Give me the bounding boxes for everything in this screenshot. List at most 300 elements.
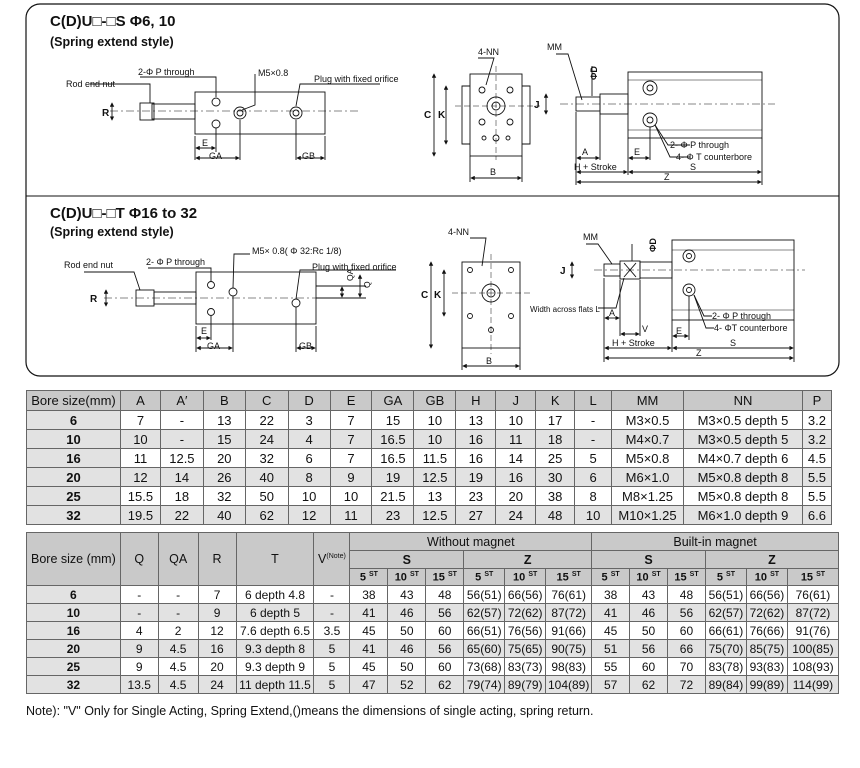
label-b-2: B [486, 356, 493, 366]
table2-header-bore: Bore size (mm) [27, 533, 121, 586]
table-cell: 57 [592, 676, 630, 694]
table-cell: 23 [456, 487, 496, 506]
stroke-unit: ST [484, 570, 494, 578]
label-m5-2: M5× 0.8( Φ 32:Rc 1/8) [252, 246, 342, 256]
bore-size-cell: 32 [27, 506, 121, 525]
table-cell: 72 [668, 676, 706, 694]
table-cell: 38 [536, 487, 575, 506]
table-cell: 89(84) [705, 676, 746, 694]
table-cell: 7.6 depth 6.5 [236, 622, 314, 640]
drawing-section-1 [50, 13, 775, 185]
table1-header: E [330, 391, 372, 411]
stroke-header [630, 569, 668, 586]
table-cell: 43 [630, 586, 668, 604]
table-cell: M5×0.8 depth 8 [684, 487, 803, 506]
table-cell: 15 [203, 430, 245, 449]
stroke-value: 10 [513, 571, 526, 584]
table-cell: 62(57) [705, 604, 746, 622]
bore-size-cell: 20 [27, 640, 121, 658]
table-cell: 43 [388, 586, 426, 604]
table-cell: 62 [426, 676, 464, 694]
table-cell: 76(61) [787, 586, 838, 604]
table-cell: M3×0.5 depth 5 [684, 430, 803, 449]
bore-size-cell: 6 [27, 586, 121, 604]
table2-header-s: S [350, 551, 464, 569]
table-cell: 7 [330, 411, 372, 430]
table-cell: 41 [350, 640, 388, 658]
table-cell: 11.5 [414, 449, 456, 468]
table-cell: 18 [160, 487, 203, 506]
label-k: K [438, 110, 446, 121]
table-cell: 76(56) [505, 622, 546, 640]
stroke-header [388, 569, 426, 586]
table-cell: 5.5 [802, 468, 831, 487]
label-rod-end-nut-2: Rod end nut [64, 260, 114, 270]
table-cell: M6×1.0 [612, 468, 684, 487]
table-cell: 56 [426, 640, 464, 658]
table1-header: L [575, 391, 612, 411]
side-view-1 [90, 74, 380, 160]
table2-header-q: Q [120, 533, 158, 586]
table-cell: 10 [414, 430, 456, 449]
table-cell: 2 [158, 622, 198, 640]
table-cell: 60 [630, 658, 668, 676]
table-cell: 5 [314, 640, 350, 658]
label-counterbore-2: 4- ΦT counterbore [714, 323, 788, 333]
bore-size-cell: 10 [27, 604, 121, 622]
table-cell: 5 [314, 676, 350, 694]
table-cell: 10 [330, 487, 372, 506]
table-cell: 62 [245, 506, 288, 525]
table-cell: 20 [496, 487, 536, 506]
label-counterbore: 4- Φ T counterbore [676, 152, 753, 162]
table-cell: 11 [496, 430, 536, 449]
table-cell: M8×1.25 [612, 487, 684, 506]
table-cell: 46 [388, 604, 426, 622]
stroke-value: 15 [432, 571, 445, 584]
dimension-table-2 [26, 532, 839, 694]
table-cell: 4.5 [802, 449, 831, 468]
table2-header-built-in-magnet: Built-in magnet [592, 533, 839, 551]
table-cell: 22 [160, 506, 203, 525]
table1-header: C [245, 391, 288, 411]
stroke-unit: ST [689, 570, 699, 578]
table-cell: 89(79) [505, 676, 546, 694]
label-e2: E [634, 147, 641, 157]
table-cell: 66(56) [505, 586, 546, 604]
table-cell: 10 [496, 411, 536, 430]
table-cell: 16 [456, 430, 496, 449]
table2-header-row-1 [27, 533, 839, 551]
table1-header: MM [612, 391, 684, 411]
stroke-value: 10 [394, 571, 407, 584]
table-cell: 16 [496, 468, 536, 487]
table-cell: 24 [198, 676, 236, 694]
table-cell: 14 [496, 449, 536, 468]
table-cell: 5 [314, 658, 350, 676]
table-cell: - [160, 430, 203, 449]
label-p-through-3: 2- Φ P through [146, 257, 206, 267]
stroke-value: 10 [754, 571, 768, 584]
table2-header-without-magnet: Without magnet [350, 533, 592, 551]
table1-header: K [536, 391, 575, 411]
table-cell: 66 [668, 640, 706, 658]
table-cell: 8 [288, 468, 330, 487]
table-cell: 9.3 depth 8 [236, 640, 314, 658]
label-j-2: J [560, 266, 566, 277]
table-cell: 4 [120, 622, 158, 640]
table-row [27, 622, 839, 640]
table-cell: 4.5 [158, 640, 198, 658]
label-gb: GB [302, 151, 316, 161]
table2-header-t: T [236, 533, 314, 586]
label-s: S [690, 162, 697, 172]
table-cell: 20 [203, 449, 245, 468]
stroke-unit: ST [726, 570, 735, 578]
table-cell: 15 [372, 411, 414, 430]
table1-header: GB [414, 391, 456, 411]
table-cell: 16.5 [372, 449, 414, 468]
table-cell: 72(62) [746, 604, 787, 622]
table-cell: 16.5 [372, 430, 414, 449]
table-cell: 7 [330, 430, 372, 449]
stroke-header [350, 569, 388, 586]
table-cell: 75(65) [505, 640, 546, 658]
table-cell: 48 [426, 586, 464, 604]
table-cell: 13 [203, 411, 245, 430]
table-cell: 3.2 [802, 411, 831, 430]
stroke-value: 15 [674, 571, 687, 584]
label-m5: M5×0.8 [258, 68, 289, 78]
table-cell: 19 [456, 468, 496, 487]
stroke-unit: ST [410, 570, 419, 578]
table1-header: Bore size(mm) [27, 391, 121, 411]
stroke-value: 10 [636, 571, 649, 584]
table-cell: 11 depth 11.5 [236, 676, 314, 694]
table-cell: 93(83) [746, 658, 787, 676]
table-cell: 66(51) [464, 622, 505, 640]
bore-size-cell: 32 [27, 676, 121, 694]
table-cell: 12 [288, 506, 330, 525]
table1-header: NN [684, 391, 803, 411]
table-cell: 114(99) [787, 676, 838, 694]
label-rod-end-nut: Rod end nut [66, 79, 116, 89]
table-row [27, 676, 839, 694]
label-h-stroke-2: H + Stroke [612, 338, 655, 348]
table-cell: 12.5 [414, 506, 456, 525]
table-cell: 70 [668, 658, 706, 676]
table-cell: 76(66) [746, 622, 787, 640]
table-cell: 9 [198, 604, 236, 622]
table-cell: 75(70) [705, 640, 746, 658]
table-cell: 45 [350, 622, 388, 640]
label-r-2: R [90, 294, 98, 305]
table-cell: 50 [388, 622, 426, 640]
label-d: ΦD [589, 66, 599, 80]
table-cell: 26 [203, 468, 245, 487]
table-cell: 48 [668, 586, 706, 604]
stroke-header [592, 569, 630, 586]
table-cell: 10 [414, 411, 456, 430]
table-cell: 6 [288, 449, 330, 468]
drawing2-title: C(D)U□-□T Φ16 to 32 [50, 205, 198, 222]
table2-header-v [314, 533, 350, 586]
label-c-2: C [421, 290, 429, 301]
table2-body [27, 586, 839, 694]
table-cell: 9 [120, 658, 158, 676]
stroke-value: 5 [475, 571, 482, 584]
table-cell: 8 [575, 487, 612, 506]
table-cell: 60 [426, 622, 464, 640]
table1-header: H [456, 391, 496, 411]
label-a: A [582, 147, 589, 157]
table2-header-s-2: S [592, 551, 706, 569]
table1-header: J [496, 391, 536, 411]
stroke-unit: ST [610, 570, 620, 578]
label-d-2: ΦD [648, 238, 658, 252]
stroke-header [426, 569, 464, 586]
stroke-unit: ST [447, 570, 457, 578]
label-mm-2: MM [583, 232, 598, 242]
table-cell: 4.5 [158, 658, 198, 676]
table-cell: 66(56) [746, 586, 787, 604]
table-cell: 13.5 [120, 676, 158, 694]
table1-header-row [27, 391, 832, 411]
label-j: J [534, 100, 540, 111]
label-h-stroke: H + Stroke [574, 162, 617, 172]
table-cell: - [158, 586, 198, 604]
table-cell: - [314, 604, 350, 622]
stroke-value: 5 [601, 571, 608, 584]
table-row [27, 430, 832, 449]
table-cell: 41 [592, 604, 630, 622]
table-cell: M3×0.5 [612, 411, 684, 430]
table-cell: 9.3 depth 9 [236, 658, 314, 676]
table-cell: 40 [203, 506, 245, 525]
stroke-header [505, 569, 546, 586]
stroke-value: 5 [716, 571, 723, 584]
table-cell: 56(51) [464, 586, 505, 604]
table-cell: 15.5 [120, 487, 160, 506]
table1-header: B [203, 391, 245, 411]
dimension-table-1 [26, 390, 832, 525]
table-cell: 11 [120, 449, 160, 468]
stroke-header [464, 569, 505, 586]
stroke-value: 15 [556, 571, 569, 584]
table-row [27, 487, 832, 506]
table-cell: 30 [536, 468, 575, 487]
table-row [27, 411, 832, 430]
table-cell: 16 [456, 449, 496, 468]
table-cell: 24 [245, 430, 288, 449]
label-e: E [202, 138, 209, 148]
table-cell: 60 [426, 658, 464, 676]
table-cell: M4×0.7 [612, 430, 684, 449]
table-cell: 91(76) [787, 622, 838, 640]
table-cell: 24 [496, 506, 536, 525]
table1-header: D [288, 391, 330, 411]
table-cell: 104(89) [546, 676, 592, 694]
label-v: V [642, 324, 649, 334]
table-cell: 56 [426, 604, 464, 622]
table2-header-v-label: V [318, 552, 327, 566]
table-row [27, 658, 839, 676]
bore-size-cell: 20 [27, 468, 121, 487]
table-cell: - [120, 586, 158, 604]
table-cell: 56(51) [705, 586, 746, 604]
table-cell: 32 [203, 487, 245, 506]
table-cell: M6×1.0 depth 9 [684, 506, 803, 525]
table-cell: M3×0.5 depth 5 [684, 411, 803, 430]
table-cell: - [120, 604, 158, 622]
table-cell: 56 [668, 604, 706, 622]
table-cell: - [158, 604, 198, 622]
table-row [27, 506, 832, 525]
stroke-unit: ST [369, 570, 378, 578]
table-cell: 83(78) [705, 658, 746, 676]
label-ga-2: GA [207, 341, 221, 351]
stroke-value: 5 [359, 571, 366, 584]
bore-size-cell: 6 [27, 411, 121, 430]
table-cell: 3.5 [314, 622, 350, 640]
stroke-header [746, 569, 787, 586]
table-cell: 10 [120, 430, 160, 449]
label-e-4: E [676, 326, 683, 336]
bore-size-cell: 16 [27, 622, 121, 640]
table-cell: 50 [630, 622, 668, 640]
table-cell: 9 [330, 468, 372, 487]
table1-body [27, 411, 832, 525]
table-cell: 85(75) [746, 640, 787, 658]
table-cell: 100(85) [787, 640, 838, 658]
table-cell: - [314, 586, 350, 604]
table-cell: 99(89) [746, 676, 787, 694]
table1-header: GA [372, 391, 414, 411]
table-cell: 18 [536, 430, 575, 449]
table-cell: 51 [592, 640, 630, 658]
table-cell: 19 [372, 468, 414, 487]
bore-size-cell: 25 [27, 487, 121, 506]
stroke-unit: ST [651, 570, 661, 578]
table-cell: 38 [592, 586, 630, 604]
table-cell: 21.5 [372, 487, 414, 506]
table-cell: 6 [575, 468, 612, 487]
table-cell: 4 [288, 430, 330, 449]
table-cell: 45 [592, 622, 630, 640]
table-cell: 48 [536, 506, 575, 525]
table-cell: 12 [120, 468, 160, 487]
table-cell: 46 [630, 604, 668, 622]
table-cell: 3 [288, 411, 330, 430]
label-s-2: S [730, 338, 737, 348]
bore-size-cell: 10 [27, 430, 121, 449]
bore-size-cell: 25 [27, 658, 121, 676]
table-row [27, 468, 832, 487]
table-cell: M5×0.8 depth 8 [684, 468, 803, 487]
table-cell: 11 [330, 506, 372, 525]
table-cell: 98(83) [546, 658, 592, 676]
table2-header-z: Z [464, 551, 592, 569]
end-view-1 [434, 58, 540, 182]
stroke-unit: ST [816, 570, 826, 578]
table-cell: 62(57) [464, 604, 505, 622]
table-cell: 27 [456, 506, 496, 525]
drawing2-subtitle: (Spring extend style) [50, 225, 174, 239]
table-cell: 6.6 [802, 506, 831, 525]
label-c: C [424, 110, 432, 121]
table-cell: 65(60) [464, 640, 505, 658]
stroke-value: 15 [800, 571, 814, 584]
drawing1-title: C(D)U□-□S Φ6, 10 [50, 13, 176, 30]
table-row [27, 586, 839, 604]
label-z: Z [664, 172, 670, 182]
label-p-through2: 2- Φ P through [670, 140, 730, 150]
label-r: R [102, 108, 110, 119]
table2-header-r: R [198, 533, 236, 586]
table-cell: 46 [388, 640, 426, 658]
table1-header: P [802, 391, 831, 411]
table-cell: M5×0.8 [612, 449, 684, 468]
table-cell: 12 [198, 622, 236, 640]
stroke-header [668, 569, 706, 586]
table-cell: 55 [592, 658, 630, 676]
label-b: B [490, 167, 497, 177]
table-cell: - [575, 411, 612, 430]
table-cell: 73(68) [464, 658, 505, 676]
table-cell: 62 [630, 676, 668, 694]
table-cell: 5.5 [802, 487, 831, 506]
table-cell: M10×1.25 [612, 506, 684, 525]
table-cell: 16 [198, 640, 236, 658]
table-cell: 4.5 [158, 676, 198, 694]
table1-header: A [120, 391, 160, 411]
label-a-2: A [609, 308, 616, 318]
table-cell: 13 [414, 487, 456, 506]
table-cell: 14 [160, 468, 203, 487]
table-cell: 87(72) [787, 604, 838, 622]
label-ga: GA [209, 151, 223, 161]
table-row [27, 640, 839, 658]
stroke-header [787, 569, 838, 586]
label-z-2: Z [696, 348, 702, 358]
table-cell: 9 [120, 640, 158, 658]
stroke-unit: ST [571, 570, 581, 578]
label-qa: QA [345, 268, 355, 281]
label-p-through-4: 2- Φ P through [712, 311, 772, 321]
table-cell: 83(73) [505, 658, 546, 676]
table-cell: 72(62) [505, 604, 546, 622]
stroke-header [705, 569, 746, 586]
table-cell: 23 [372, 506, 414, 525]
table-cell: 22 [245, 411, 288, 430]
table-cell: - [160, 411, 203, 430]
table-cell: 66(61) [705, 622, 746, 640]
table-cell: 13 [456, 411, 496, 430]
table-cell: 7 [198, 586, 236, 604]
bore-size-cell: 16 [27, 449, 121, 468]
label-nn-2: 4-NN [448, 227, 470, 237]
table-cell: 20 [198, 658, 236, 676]
table-cell: 12.5 [414, 468, 456, 487]
label-k-2: K [434, 290, 442, 301]
label-plug: Plug with fixed orifice [314, 74, 399, 84]
label-e-3: E [201, 326, 208, 336]
table-row [27, 604, 839, 622]
table-cell: 56 [630, 640, 668, 658]
label-nn: 4-NN [478, 47, 500, 57]
table-cell: 47 [350, 676, 388, 694]
table-cell: 3.2 [802, 430, 831, 449]
